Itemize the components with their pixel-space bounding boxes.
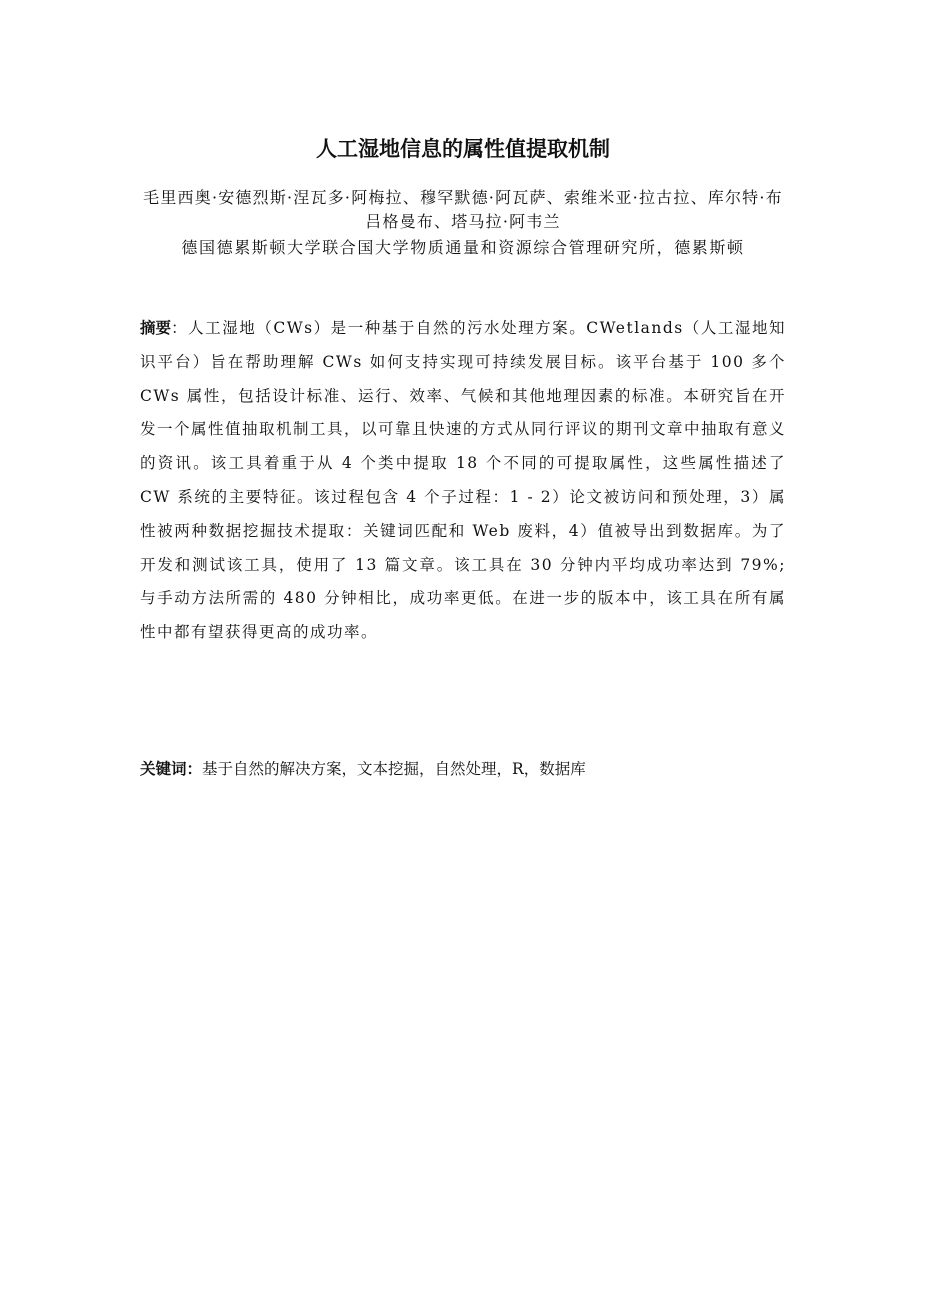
abstract-label: 摘要 [140,319,172,337]
abstract-label-separator: ： [171,319,189,337]
keywords-text: 基于自然的解决方案，文本挖掘，自然处理，R，数据库 [202,760,586,778]
paper-title: 人工湿地信息的属性值提取机制 [316,137,610,161]
keywords-section [140,754,786,784]
keywords-label: 关键词 [140,760,187,778]
keywords-label-separator: ： [186,760,203,778]
abstract-text: 人工湿地（CWs）是一种基于自然的污水处理方案。CWetlands（人工湿地知识平台）旨在帮助理解 CWs 如何支持实现可持续发展目标。该平台基于 100 多个 CWs 属性，包括设计标准、运行、效率、气候和其他地理因素的标准。本研究旨在开发一个属性值抽取机制工具，以可靠且快速的方式从同行评议的期刊文章中抽取有意义的资讯。该工具着重于从 4 个类中提取 18 个不同的可提取属性，这些属性描述了 CW 系统的主要特征。该过程包含 4 个子过程：1 - 2）论文被访问和预处理，3）属性被两种数据挖掘技术提取：关键词匹配和 Web 废料，4）值被导出到数据库。为了开发和测试该工具，使用了 13 篇文章。该工具在 30 分钟内平均成功率达到 79%;与手动方法所需的 480 分钟相比，成功率更低。在进一步的版本中，该工具在所有属性中都有望获得更高的成功率。 [140,319,787,642]
author-affiliation: 德国德累斯顿大学联合国大学物质通量和资源综合管理研究所，德累斯顿 [181,238,745,257]
author-list: 毛里西奥·安德烈斯·涅瓦多·阿梅拉、穆罕默德·阿瓦萨、索维米亚·拉古拉、库尔特·布吕格曼布、塔马拉·阿韦兰 [143,188,783,231]
abstract-section [140,312,786,650]
